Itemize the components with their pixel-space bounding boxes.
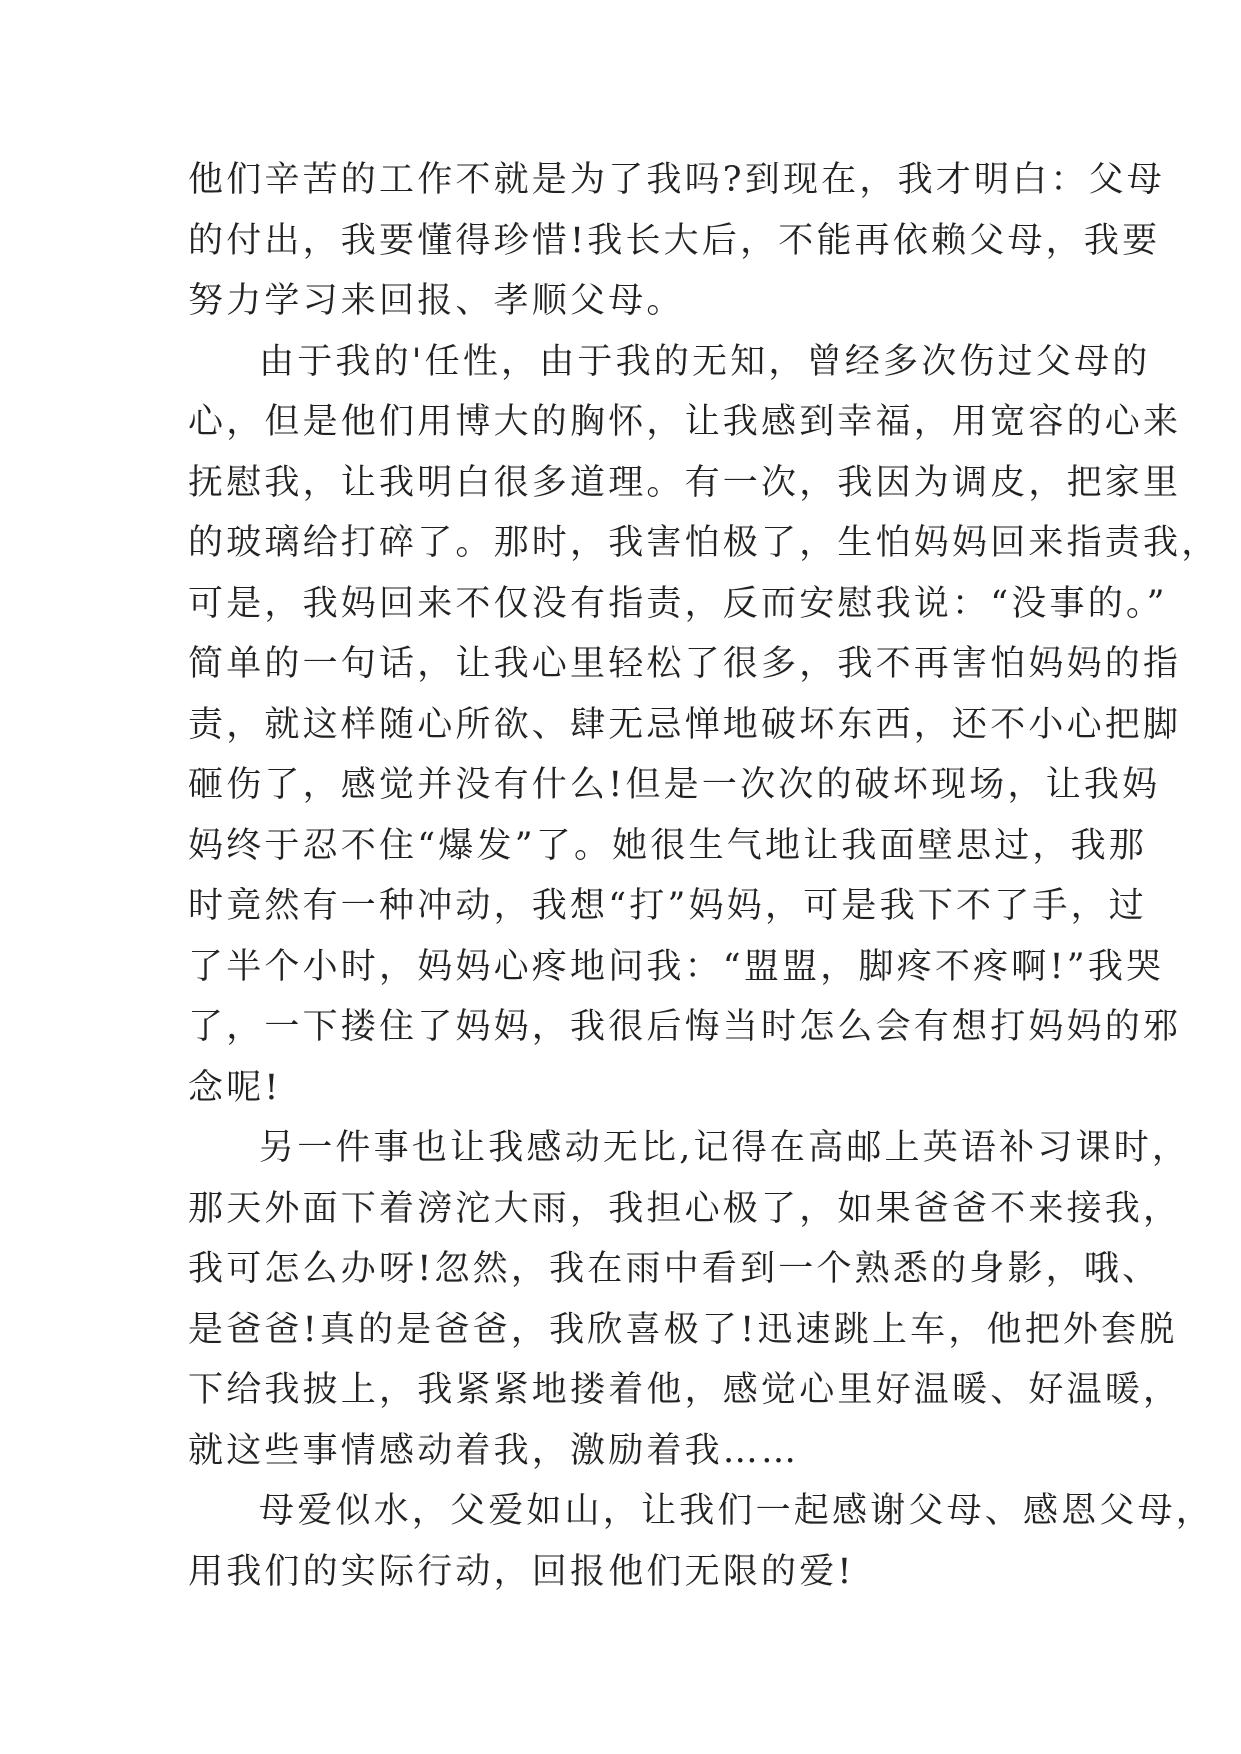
paragraph-1 [188,150,1165,332]
document-body [188,150,1220,1602]
text-line: 我可怎么办呀!忽然，我在雨中看到一个熟悉的身影，哦、 [188,1249,1161,1289]
text-line: 下给我披上，我紧紧地搂着他，感觉心里好温暖、好温暖， [188,1370,1182,1410]
text-line: 可是，我妈回来不仅没有指责，反而安慰我说：“没事的。” [188,583,1168,624]
text-line: 砸伤了，感觉并没有什么!但是一次次的破坏现场，让我妈 [188,765,1161,805]
paragraph-4 [188,1481,1215,1602]
text-line: 简单的一句话，让我心里轻松了很多，我不再害怕妈妈的指 [188,644,1182,684]
text-line: 抚慰我，让我明白很多道理。有一次，我因为调皮，把家里 [188,462,1182,503]
text-line: 那天外面下着滂沱大雨，我担心极了，如果爸爸不来接我， [188,1188,1182,1229]
text-line: 时竟然有一种冲动，我想“打”妈妈，可是我下不了手，过 [188,886,1147,926]
text-line: 由于我的'任性，由于我的无知，曾经多次伤过父母的 [259,341,1151,382]
paragraph-2 [188,332,1220,1119]
text-line: 责，就这样随心所欲、肆无忌惮地破坏东西，还不小心把脚 [188,704,1182,745]
text-line: 就这些事情感动着我，激励着我…… [188,1430,800,1471]
text-line: 的玻璃给打碎了。那时，我害怕极了，生怕妈妈回来指责我， [188,523,1220,563]
text-line: 他们辛苦的工作不就是为了我吗?到现在，我才明白：父母 [188,160,1165,200]
text-line: 了半个小时，妈妈心疼地问我：“盟盟，脚疼不疼啊!”我哭 [188,946,1165,987]
text-line: 是爸爸!真的是爸爸，我欣喜极了!迅速跳上车，他把外套脱 [188,1309,1178,1350]
text-line: 努力学习来回报、孝顺父母。 [188,281,685,321]
text-line: 心，但是他们用博大的胸怀，让我感到幸福，用宽容的心来 [188,402,1182,442]
text-line: 妈终于忍不住“爆发”了。她很生气地让我面壁思过，我那 [188,825,1147,866]
text-line: 另一件事也让我感动无比,记得在高邮上英语补习课时， [259,1128,1191,1168]
text-line: 了，一下搂住了妈妈，我很后悔当时怎么会有想打妈妈的邪 [188,1007,1182,1047]
text-line: 用我们的实际行动，回报他们无限的爱! [188,1551,855,1592]
text-line: 的付出，我要懂得珍惜!我长大后，不能再依赖父母，我要 [188,220,1161,261]
paragraph-3 [188,1118,1191,1481]
text-line: 母爱似水，父爱如山，让我们一起感谢父母、感恩父母， [259,1491,1215,1531]
text-line: 念呢! [188,1067,282,1108]
